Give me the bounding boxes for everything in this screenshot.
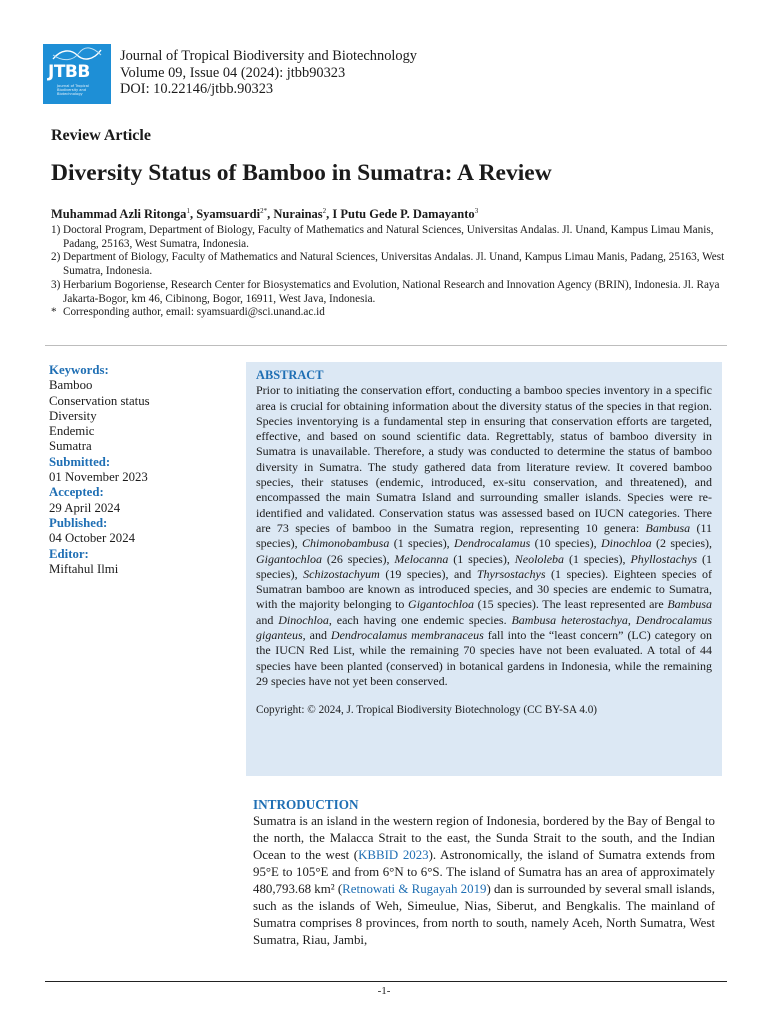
page-number: -1-	[377, 985, 391, 997]
submitted-label: Submitted:	[49, 454, 111, 469]
genus-name: Dendrocalamus	[454, 536, 531, 551]
abstract-segment: (26 species),	[322, 551, 395, 566]
abstract-heading: ABSTRACT	[256, 368, 324, 382]
author-name: Muhammad Azli Ritonga	[51, 207, 187, 222]
affiliation-number: 3)	[51, 278, 61, 291]
genus-name: Dendrocalamus giganteus	[256, 612, 712, 643]
logo-wave-icon	[51, 47, 103, 63]
keyword-item: Conservation status	[49, 393, 150, 408]
author-affiliation-marker: 3	[474, 207, 479, 215]
abstract-segment: (10 species),	[530, 536, 601, 551]
copyright-notice: Copyright: © 2024, J. Tropical Biodiversity Biotechnology (CC BY-SA 4.0)	[256, 704, 598, 717]
editor-label: Editor:	[49, 546, 89, 561]
keyword-item: Diversity	[49, 408, 97, 423]
affiliation-number: 2)	[51, 251, 61, 264]
author-name: I Putu Gede P. Damayanto	[332, 207, 475, 222]
doi[interactable]: DOI: 10.22146/jtbb.90323	[120, 81, 274, 97]
genus-name: Dendrocalamus membranaceus	[330, 628, 484, 643]
introduction-text	[253, 813, 715, 949]
accepted-label: Accepted:	[49, 485, 104, 500]
genus-name: Dinochloa	[600, 536, 652, 551]
published-label: Published:	[49, 515, 108, 530]
abstract-segment: (2 species),	[651, 536, 712, 551]
genus-name: Gigantochloa	[256, 551, 322, 566]
abstract-box	[246, 362, 722, 776]
abstract-segment: (1 species),	[448, 551, 515, 566]
affiliation-item	[51, 224, 731, 251]
affiliation-text: Corresponding author, email: syamsuardi@sci.unand.ac.id	[63, 306, 325, 319]
introduction-heading: INTRODUCTION	[253, 797, 359, 812]
author-name: Syamsuardi	[196, 207, 261, 222]
genus-name: Dinochloa	[278, 612, 329, 627]
logo-text: JTBB	[48, 62, 90, 82]
abstract-segment: (1 species),	[389, 536, 455, 551]
journal-name: Journal of Tropical Biodiversity and Biotechnology	[120, 48, 417, 64]
abstract-segment: ,	[627, 612, 636, 627]
abstract-segment: (15 species). The least represented are	[474, 597, 668, 612]
author-affiliation-marker: 1	[186, 207, 190, 215]
article-title: Diversity Status of Bamboo in Sumatra: A Review	[51, 160, 552, 186]
genus-name: Phyllostachys	[630, 551, 698, 566]
journal-logo	[43, 44, 111, 104]
author-name: Nurainas	[273, 207, 323, 222]
affiliations	[51, 224, 731, 320]
genus-name: Bambusa	[645, 520, 691, 535]
citation-link[interactable]: Retnowati & Rugayah 2019	[342, 882, 487, 896]
abstract-segment: and	[256, 612, 279, 627]
genus-name: Chimonobambusa	[302, 536, 390, 551]
abstract-segment: , and	[302, 628, 331, 643]
abstract-segment: (19 species), and	[379, 566, 477, 581]
affiliation-text: Department of Biology, Faculty of Mathematics and Natural Sciences, Universitas Andalas. Jl. Unand, Kampus Limau Manis, Padang, 25163, West Sumatra, Indonesia.	[63, 251, 725, 278]
published-date: 04 October 2024	[49, 531, 136, 546]
introduction-segment: ). Astronomically, the island of Sumatra extends from 95°E to 105°E and from 6°N to 6°S. The island of Sumatra has an area of approximately 480,793.68 km² (	[253, 848, 715, 896]
affiliation-number: *	[51, 306, 57, 319]
volume-issue: Volume 09, Issue 04 (2024): jtbb90323	[120, 64, 346, 81]
article-type: Review Article	[51, 127, 151, 144]
abstract-segment: (1 species),	[256, 551, 712, 581]
accepted-date: 29 April 2024	[49, 500, 121, 515]
submitted-date: 01 November 2023	[49, 470, 148, 485]
abstract-segment: (1 species),	[564, 551, 631, 566]
abstract-text	[256, 383, 712, 689]
genus-name: Bambusa heterostachya	[511, 612, 628, 627]
affiliation-item	[51, 306, 731, 320]
abstract-segment: Prior to initiating the conservation effort, conducting a bamboo species inventory in a specific area is crucial for obtaining information about the diversity status of the species in that region. Species inventorying is a fundamental step in ensuring that conservation efforts are targeted, effective, and based on sound scientific data. Regrettably, status of bamboo diversity in Sumatra is unavailable. Therefore, a study was conducted to determine the status of bamboo diversity in Sumatra. The study gathered data from literature review. It covered bamboo species, their statuses (endemic, introduced, ex-situ conservation, and threatened), and encompassed the main Sumatra Island and surrounding smaller islands. Species were re-identified and validated. Conservation status was assessed based on IUCN categories. There are 73 species of bamboo in the Sumatra region, representing 10 genera:	[256, 383, 712, 535]
genus-name: Gigantochloa	[408, 597, 475, 612]
keyword-item: Sumatra	[49, 439, 92, 454]
author-affiliation-marker: 2	[322, 207, 327, 215]
author-affiliation-marker: 2*	[260, 207, 268, 215]
affiliation-number: 1)	[51, 224, 61, 236]
genus-name: Bambusa	[667, 597, 712, 612]
article-info-sidebar	[49, 363, 229, 577]
abstract-segment: (1 species). Eighteen species of Sumatran bamboo are known as introduced species, and 30 species are endemic to Sumatra, with the majority belonging to	[256, 566, 712, 612]
keywords-label: Keywords:	[49, 363, 109, 377]
affiliation-text: Doctoral Program, Department of Biology, Faculty of Mathematics and Natural Sciences, Universitas Andalas. Jl. Unand, Kampus Limau Manis, Padang, 25163, West Sumatra, Indonesia.	[63, 224, 714, 250]
affiliation-text: Herbarium Bogoriense, Research Center for Biosystematics and Evolution, National Research and Innovation Agency (BRIN), Indonesia. Jl. Raya Jakarta-Bogor, km 46, Cibinong, Bogor, 16911, West Java, Indonesia.	[63, 278, 720, 305]
abstract-segment: (11 species),	[256, 520, 712, 551]
affiliation-item	[51, 251, 731, 278]
editor-name: Miftahul Ilmi	[49, 561, 119, 576]
genus-name: Neololeba	[514, 551, 565, 566]
footer-divider	[45, 981, 727, 982]
journal-info	[120, 48, 417, 98]
genus-name: Thyrsostachys	[476, 566, 546, 581]
introduction-segment: ) dan is surrounded by several small islands, such as the islands of Weh, Simeulue, Nias, Siberut, and Bengkalis. The mainland of Sumatra comprises 8 provinces, from north to south, namely Aceh, North Sumatra, West Sumatra, Riau, Jambi,	[253, 882, 715, 947]
genus-name: Melocanna	[394, 551, 449, 566]
abstract-segment: fall into the “least concern” (LC) category on the IUCN Red List, while the remaining 70 species have not been evaluated. A total of 44 species have been planted (conserved) in botanical gardens in Indonesia, while the remaining 29 species have not yet been conserved.	[256, 628, 712, 688]
abstract-segment: , each having one endemic species.	[328, 612, 512, 627]
citation-link[interactable]: KBBID 2023	[358, 848, 429, 862]
keyword-item: Bamboo	[49, 378, 93, 393]
logo-subtext: Journal of Tropical Biodiversity and Biotechnology	[57, 84, 89, 96]
genus-name: Schizostachyum	[303, 566, 380, 581]
affiliation-item	[51, 279, 731, 306]
introduction-segment: Sumatra is an island in the western region of Indonesia, bordered by the Bay of Bengal to the north, the Malacca Strait to the east, the Sunda Strait to the south, and the Indian Ocean to the west (	[253, 814, 715, 862]
keyword-item: Endemic	[49, 424, 95, 439]
author-list: Muhammad Azli Ritonga$^1$, Syamsuardi$^{2*}$, Nurainas$^2$, I Putu Gede P. Damayanto$^3$	[51, 207, 479, 222]
header-divider	[45, 345, 727, 346]
